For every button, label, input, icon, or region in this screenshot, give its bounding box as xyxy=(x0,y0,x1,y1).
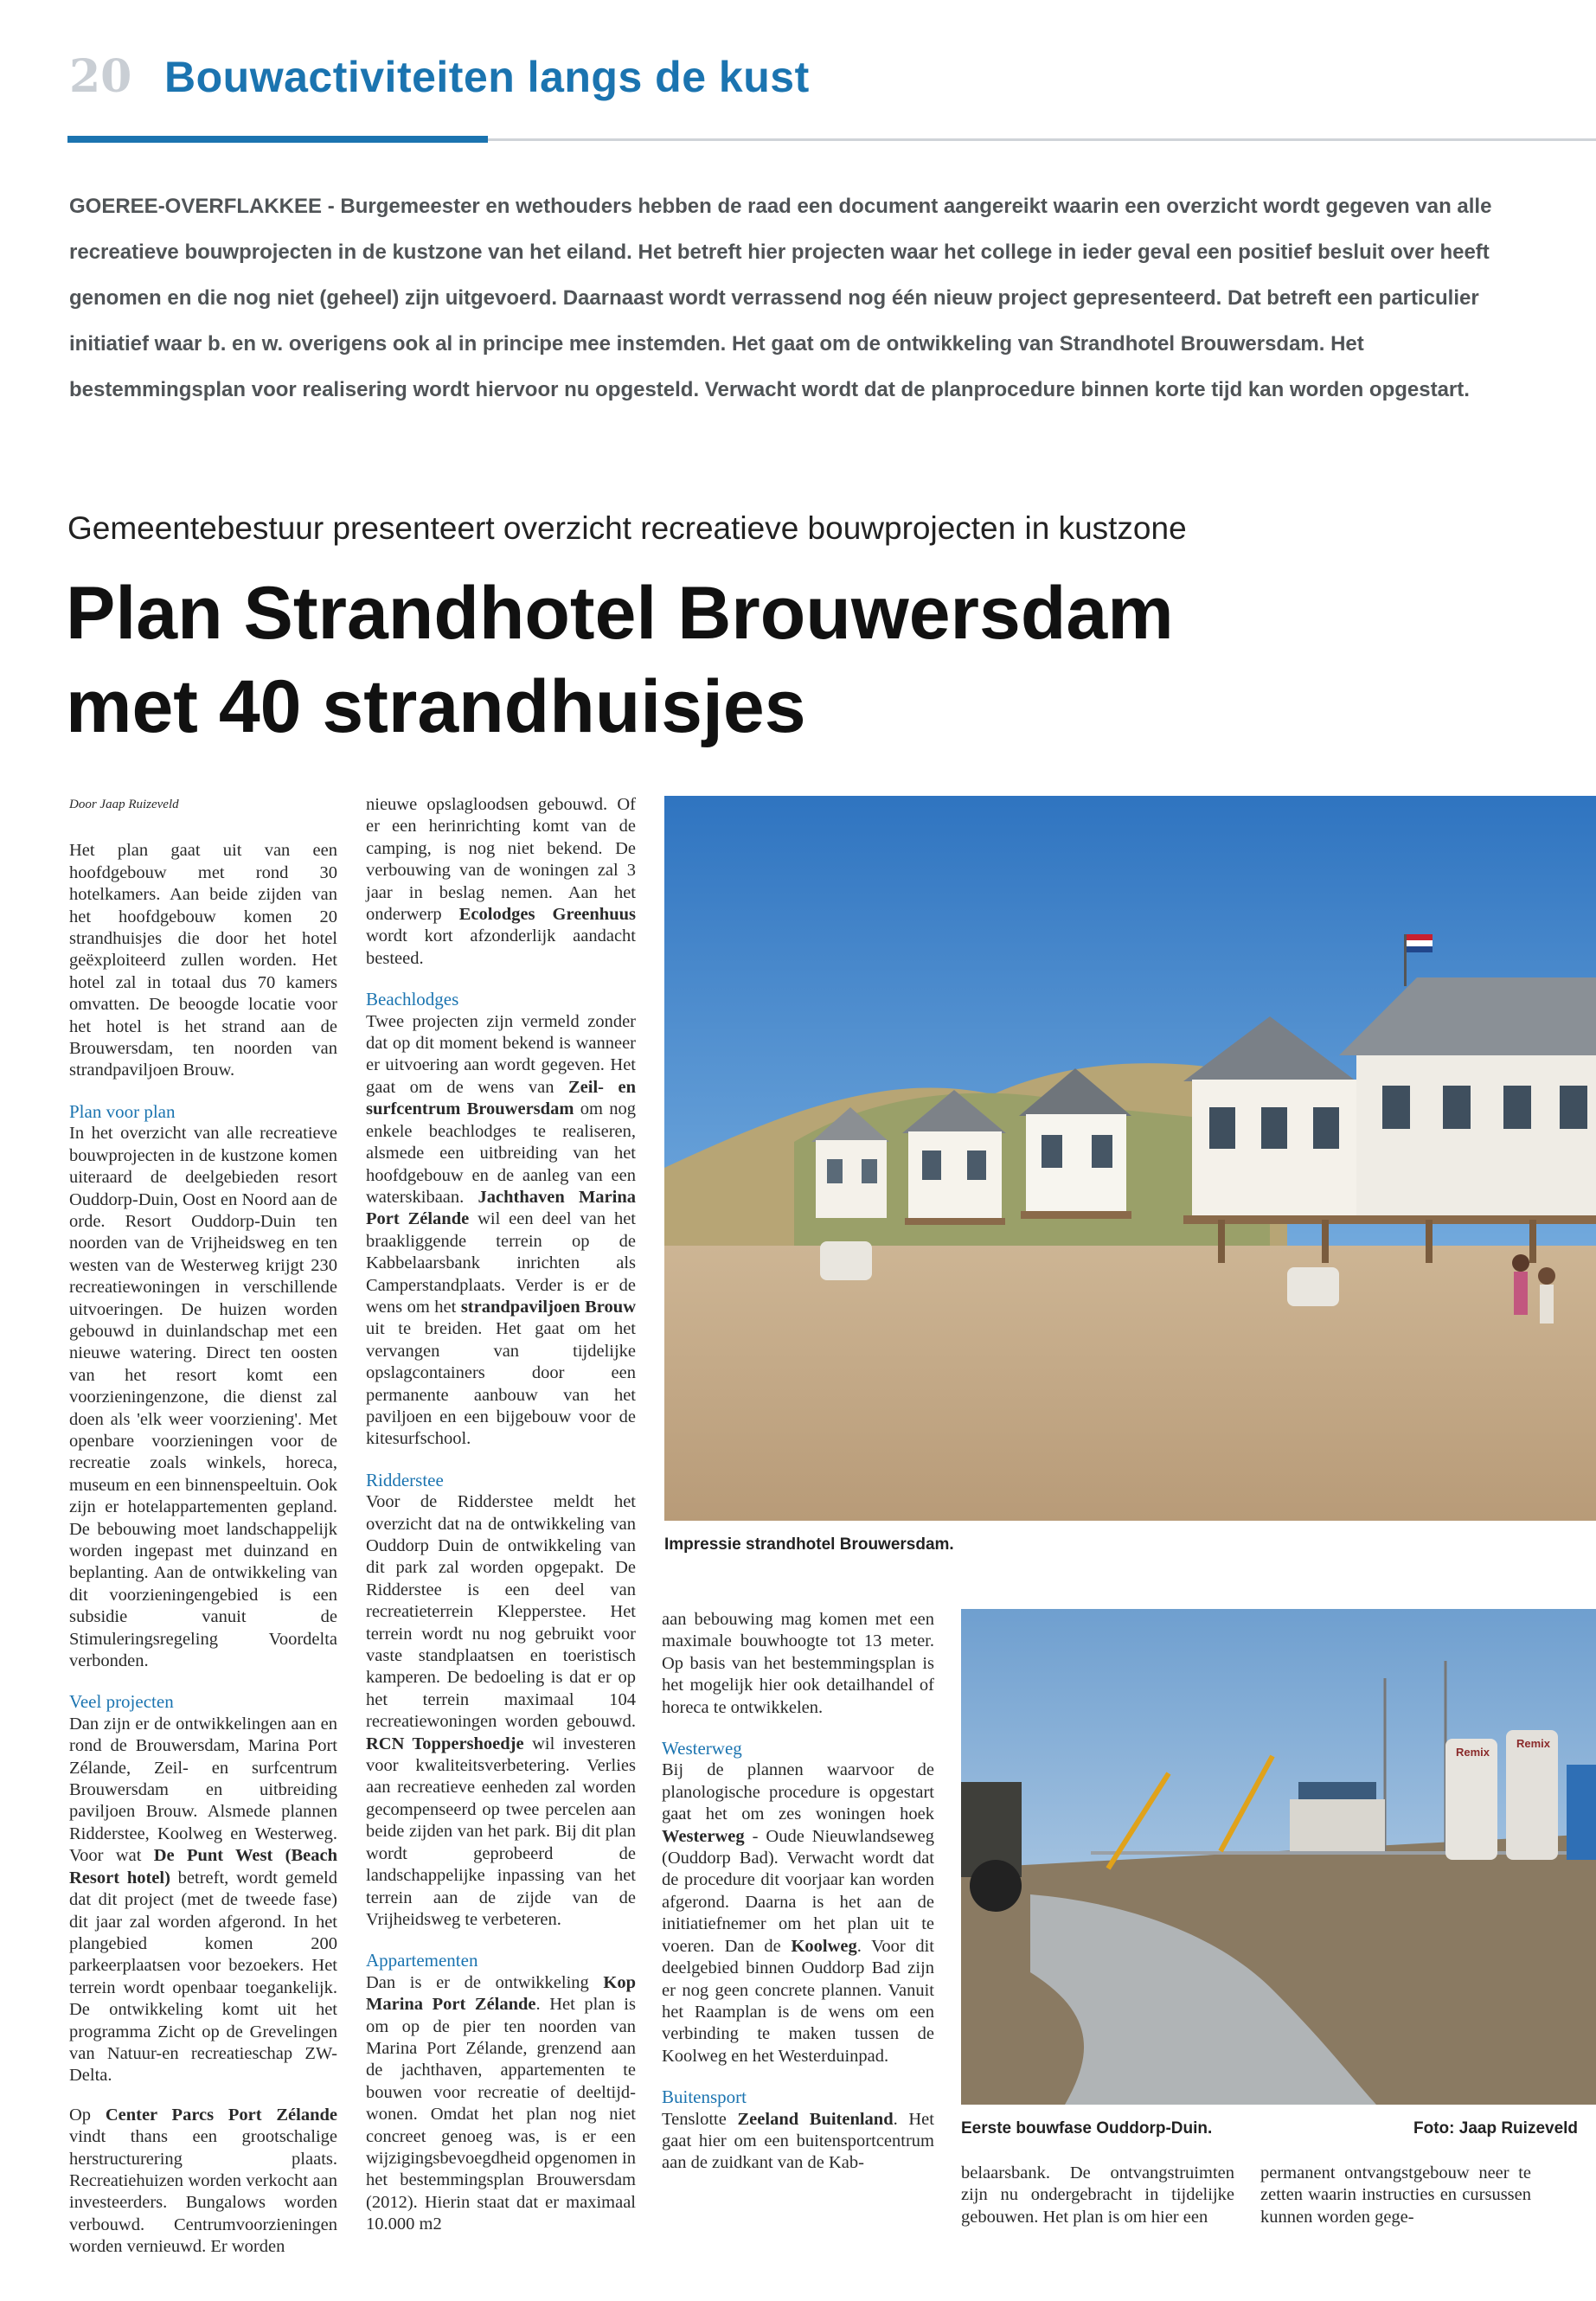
subhead-westerweg: Westerweg xyxy=(662,1738,742,1759)
bold-run: strandpaviljoen Brouw xyxy=(460,1297,636,1317)
subhead-beachlodges: Beachlodges xyxy=(366,989,459,1010)
col2-paragraph-4 xyxy=(366,1972,636,2236)
article-kicker: Gemeentebestuur presenteert overzicht recreatieve bouwprojecten in kustzone xyxy=(67,510,1187,546)
bold-run: Jachthaven Marina Port Zélande xyxy=(366,1187,636,1229)
silo-label: Remix xyxy=(1516,1737,1551,1750)
solar-panels xyxy=(1298,1782,1376,1799)
col1-paragraph-1: Het plan gaat uit van een hoofdgebouw met rond 30 hotelkamers. Aan beide zijden van het hoofdgebouw komen 20 strandhuisjes die door het hotel geëxploiteerd zullen worden. Het hotel zal in totaal dus 70 kamers omvatten. De beoogde locatie voor het hotel is het strand aan de Brouwersdam, ten noorden van strandpaviljoen Brouw. xyxy=(69,841,337,1080)
subhead-buitensport: Buitensport xyxy=(662,2086,747,2108)
beach-chair xyxy=(820,1241,872,1280)
person xyxy=(1514,1272,1528,1315)
header-rule-accent xyxy=(67,136,488,143)
intro-paragraph: GOEREE-OVERFLAKKEE - Burgemeester en wethouders hebben de raad een document aangereikt waarin een overzicht wordt gegeven van alle recreatieve bouwprojecten in de kustzone van het eiland. Het betreft hier projecten waar het college in ieder geval een positief besluit over heeft genomen en die nog niet (geheel) zijn uitgevoerd. Daarnaast wordt verrassend nog één nieuw project gepresenteerd. Dat betreft een particulier initiatief waar b. en w. overigens ook al in principe mee instemden. Het gaat om de ontwikkeling van Strandhotel Brouwersdam. Het bestemmingsplan voor realisering wordt hiervoor nu opgesteld. Verwacht wordt dat de planprocedure binnen korte tijd kan worden opgestart. xyxy=(69,195,1492,401)
text-run: wil investeren voor kwaliteitsverbetering. Verlies aan recreatieve eenheden zal worden gecompenseerd op twee percelen aan beide zijden van het park. Bij dit plan wordt geprobeerd de landschappelijke inpassing van het terrein aan de zijde van de Vrijheidsweg te verbeteren. xyxy=(366,1734,636,1929)
bold-run: Koolweg xyxy=(791,1936,857,1956)
col3-paragraph-3 xyxy=(662,2109,934,2175)
text-run: - Oude Nieuwlandseweg (Ouddorp Bad). Verwacht wordt dat de procedure dit voorjaar kan worden afgerond. Daarna is het aan de initiatiefnemer om het plan uit te voeren. Dan de xyxy=(662,1826,934,1956)
building xyxy=(1567,1765,1596,1860)
col3-paragraph-1: aan bebouwing mag komen met een maximale bouwhoogte tot 13 meter. Op basis van het bestemmingsplan is het mogelijk hier ook detailhandel of horeca te ontwikkelen. xyxy=(662,1610,934,1717)
silo-label: Remix xyxy=(1456,1746,1490,1759)
headline-line-2: met 40 strandhuisjes xyxy=(66,665,806,748)
bold-run: Zeil- en surfcentrum Brouwersdam xyxy=(366,1077,636,1119)
col2-paragraph-1 xyxy=(366,794,636,970)
text-run: Op xyxy=(69,2105,106,2125)
page-number: 20 xyxy=(69,50,132,103)
column-2 xyxy=(366,794,636,2236)
column-5 xyxy=(1260,2163,1531,2228)
photo-credit: Foto: Jaap Ruizeveld xyxy=(1413,2119,1579,2138)
col1-paragraph-4 xyxy=(69,2105,337,2259)
text-run: wordt kort afzonderlijk aandacht besteed. xyxy=(366,926,636,968)
headline-line-1: Plan Strandhotel Brouwersdam xyxy=(66,572,1174,655)
text-run: . Het gaat hier om een buitensportcentrum aan de zuidkant van de Kab- xyxy=(662,2109,934,2173)
text-run: Tenslotte xyxy=(662,2109,738,2129)
building xyxy=(1290,1799,1385,1851)
col4-paragraph-1: belaarsbank. De ontvangstruimten zijn nu ondergebracht in tijdelijke gebouwen. Het plan is om hier een xyxy=(961,2163,1234,2227)
column-3 xyxy=(662,1609,934,2175)
subhead-appartementen: Appartementen xyxy=(366,1950,478,1971)
text-run: Dan zijn er de ontwikkelingen aan en rond de Brouwersdam, Marina Port Zélande, Zeil- en surfcentrum Brouwersdam en uitbreiding paviljoen Brouw. Alsmede plannen Ridderstee, Koolweg en Westerweg. Voor wat xyxy=(69,1714,337,1866)
text-run: uit te breiden. Het gaat om het vervangen van tijdelijke opslagcontainers door een permanente aanbouw van het paviljoen en een bijgebouw voor de kitesurfschool. xyxy=(366,1319,636,1449)
text-run: betreft, wordt gemeld dat dit project (met de tweede fase) dit jaar zal worden afgerond. In het plangebied komen 200 parkeerplaatsen voor bezoekers. Het terrein wordt openbaar toegankelijk. De ontwikkeling komt uit het programma Zicht op de Grevelingen van Natuur-en recreatieschap ZW-Delta. xyxy=(69,1868,337,2086)
text-run: Dan is er de ontwikkeling xyxy=(366,1972,604,1992)
person xyxy=(1540,1285,1554,1324)
column-4 xyxy=(961,2163,1234,2228)
person xyxy=(1538,1267,1555,1285)
text-run: vindt thans een grootschalige herstructurering plaats. Recreatiehuizen worden verkocht aan investeerders. Bungalows worden verbouwd. Centrumvoorzieningen worden vernieuwd. Er worden xyxy=(69,2127,337,2257)
section-title: Bouwactiviteiten langs de kust xyxy=(164,53,810,101)
photo-strandhotel-impression xyxy=(664,796,1596,1521)
text-run: . Voor dit deelgebied binnen Ouddorp Bad zijn er nog geen concrete plannen. Vanuit het Raamplan is de wens om een verbinding te maken tussen de Koolweg en het Westerduinpad. xyxy=(662,1936,934,2066)
text-run: nieuwe opslagloodsen gebouwd. Of er een herinrichting komt van de camping, is nog niet bekend. De verbouwing van de woningen zal 3 jaar in beslag nemen. Aan het onderwerp xyxy=(366,795,636,925)
col5-paragraph-1: permanent ontvangstgebouw neer te zetten waarin instructies en cursussen kunnen worden gege- xyxy=(1260,2163,1531,2227)
bold-run: Westerweg xyxy=(662,1826,745,1846)
col2-paragraph-3 xyxy=(366,1491,636,1931)
caption-top-photo: Impressie strandhotel Brouwersdam. xyxy=(664,1535,954,1554)
bold-run: Ecolodges Greenhuus xyxy=(458,905,636,925)
person xyxy=(1512,1254,1529,1272)
text-run: Bij de plannen waarvoor de planologische procedure is opgestart gaat het om zes woningen hoek xyxy=(662,1760,934,1824)
bold-run: Kop Marina Port Zélande xyxy=(366,1972,636,2015)
beach-illustration xyxy=(664,796,1596,1521)
subhead-ridderstee: Ridderstee xyxy=(366,1469,444,1490)
bold-run: De Punt West (Beach Resort hotel) xyxy=(69,1846,337,1888)
beach-chair xyxy=(1287,1267,1339,1306)
bold-run: Center Parcs Port Zélande xyxy=(105,2105,337,2125)
byline: Door Jaap Ruizeveld xyxy=(69,798,179,811)
col1-paragraph-3 xyxy=(69,1714,337,2087)
bold-run: RCN Toppershoedje xyxy=(366,1734,524,1753)
subhead-veel-projecten: Veel projecten xyxy=(69,1691,174,1713)
col3-paragraph-2 xyxy=(662,1759,934,2067)
text-run: Voor de Ridderstee meldt het overzicht dat na de ontwikkeling van Ouddorp Duin de ontwikkeling van dit park zal worden opgepakt. De Ridderstee is een deel van recreatieterrein Klepperstee. Het terrein wordt nu nog gebruikt voor vaste standplaatsen en toeristisch kamperen. De bedoeling is dat er op het terrein maximaal 104 recreatiewoningen worden gebouwd. xyxy=(366,1492,636,1732)
col2-paragraph-2 xyxy=(366,1011,636,1451)
text-run: . Het plan is om op de pier ten noorden van Marina Port Zélande, grenzend aan de jachthaven, appartementen te bouwen voor recreatie of deeltijd-wonen. Omdat het plan nog niet concreet genoeg was, is er een wijzigingsbevoegdheid opgenomen in het bestemmingsplan Brouwersdam (2012). Hierin staat dat er maximaal 10.000 m2 xyxy=(366,1995,636,2234)
column-1 xyxy=(69,794,337,2259)
text-run: wil een deel van het braakliggende terrein op de Kabbelaarsbank inrichten als Camperstandplaats. Verder is er de wens om het xyxy=(366,1209,636,1317)
col1-paragraph-2: In het overzicht van alle recreatieve bouwprojecten in de kustzone komen uiteraard de deelgebieden resort Ouddorp-Duin, Oost en Noord aan de orde. Resort Ouddorp-Duin ten noorden van de Vrijheidsweg en ten westen van de Westerweg krijgt 230 recreatiewoningen in verschillende uitvoeringen. De huizen worden gebouwd in duinlandschap met een nieuwe watering. Direct ten oosten van het resort komt een voorzieningenzone, die dienst zal doen als 'elk weer voorziening'. Met openbare voorzieningen voor de recreatie zoals winkels, horeca, museum en een binnenspeeltuin. Ook zijn er hotelappartementen gepland. De bebouwing moet landschappelijk worden ingepast met duinzand en beplanting. Aan de ontwikkeling van dit voorzieningengebied is een subsidie vanuit de Stimuleringsregeling Voordelta verbonden. xyxy=(69,1124,337,1671)
subhead-plan-voor-plan: Plan voor plan xyxy=(69,1100,176,1122)
caption-bottom-photo: Eerste bouwfase Ouddorp-Duin. xyxy=(961,2119,1213,2138)
text-run: Twee projecten zijn vermeld zonder dat op dit moment bekend is wanneer er uitvoering aan wordt gegeven. Het gaat om de wens van xyxy=(366,1011,636,1097)
photo-construction-site xyxy=(961,1609,1596,2105)
bold-run: Zeeland Buitenland xyxy=(737,2109,894,2129)
text-run: om nog enkele beachlodges te realiseren, alsmede een uitbreiding van het hoofdgebouw en de aanleg van een waterskibaan. xyxy=(366,1099,636,1207)
article-headline xyxy=(66,567,1277,753)
construction-illustration xyxy=(961,1609,1596,2105)
